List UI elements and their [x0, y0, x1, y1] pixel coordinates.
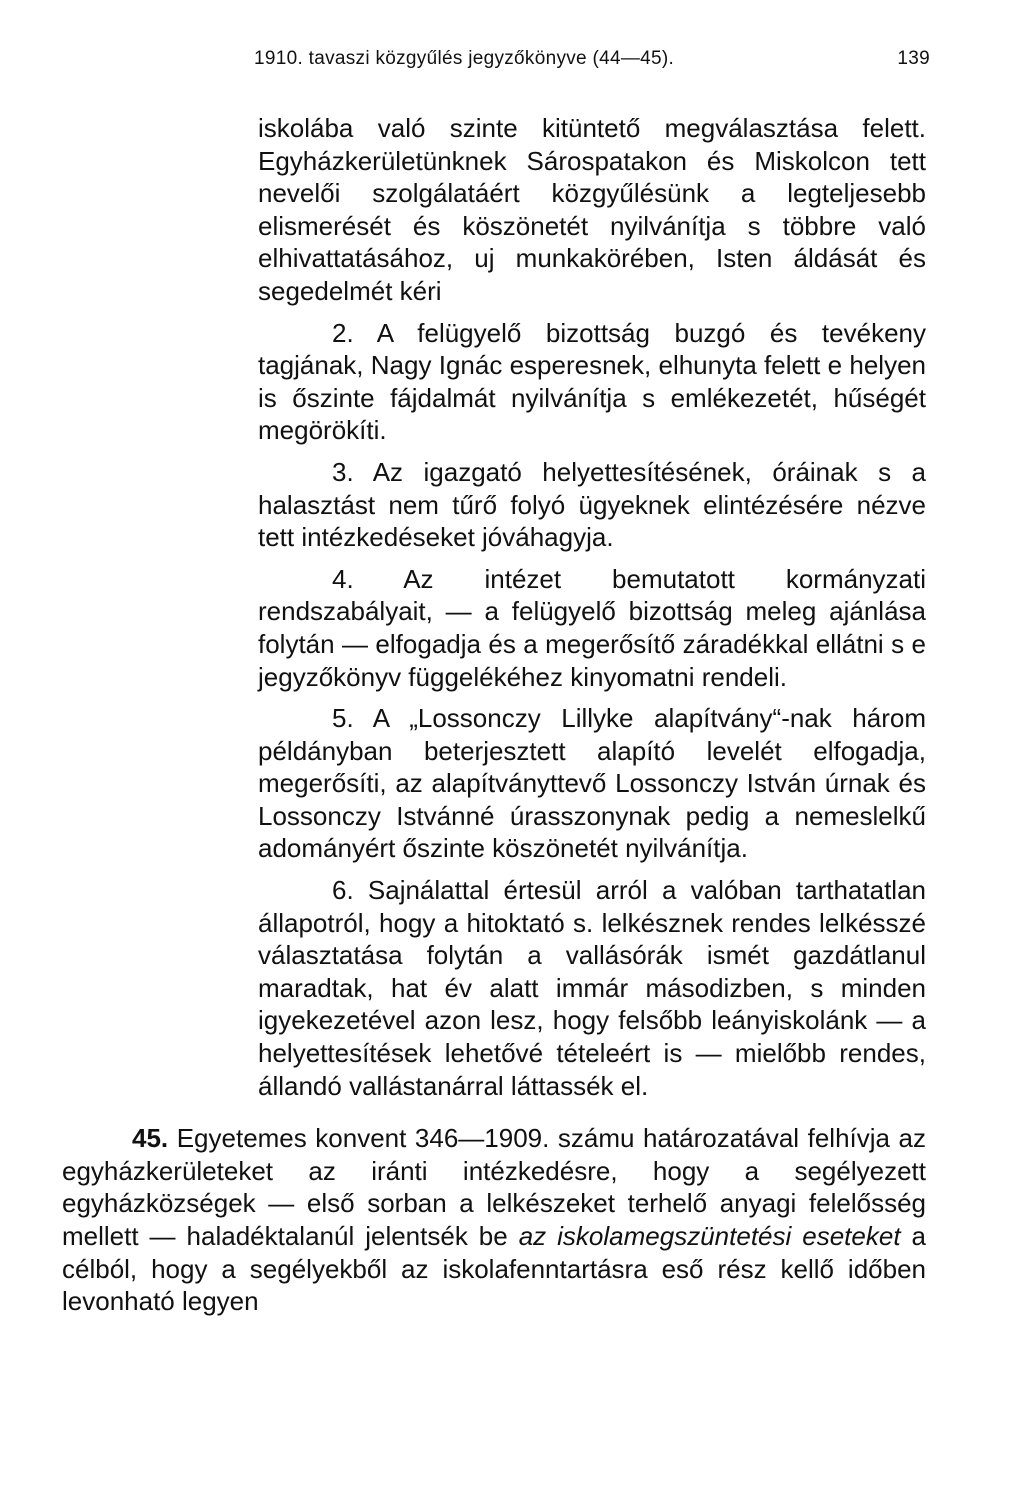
section-45-paragraph	[62, 1122, 926, 1318]
section-45-italic-phrase: az iskolamegszüntetési eseteket	[518, 1221, 901, 1251]
document-body	[0, 112, 1024, 1344]
paragraph-item-4: 4. Az intézet bemutatott kormányzati rendszabályait, — a felügyelő bizottság meleg ajánlása folytán — elfogadja és a megerősítő záradékkal ellátni s e jegyzőkönyv függelékéhez kinyomatni rendeli.	[258, 563, 926, 692]
header-title: 1910. tavaszi közgyűlés jegyzőkönyve (44—45).	[254, 48, 675, 69]
page-number: 139	[897, 48, 930, 69]
paragraph-continuation: iskolába való szinte kitüntető megválasztása felett. Egyházkerületünknek Sárospatakon és Miskolcon tett nevelői szolgálatáért közgyűlésünk a legteljesebb elismerését és köszönetét nyilvánítja s többre való elhivattatásához, uj munkakörében, Isten áldását és segedelmét kéri	[258, 113, 926, 306]
paragraph-item-6: 6. Sajnálattal értesül arról a valóban tarthatatlan állapotról, hogy a hitoktató s. lelkésznek rendes lelkésszé választatása folytán a vallásórák ismét gazdátlanul maradtak, hat év alatt immár másodizben, s minden igyekezetével azon lesz, hogy felsőbb leányiskolánk — a helyettesítések lehetővé tételeért is — mielőbb rendes, állandó vallástanárral láttassék el.	[258, 875, 926, 1101]
section-45-number: 45.	[132, 1123, 169, 1154]
resolution-column	[258, 112, 926, 1102]
section-45-text-after: a célból, hogy a segélyekből az iskolafenntartásra eső rész kellő időben levonható legyen	[62, 1221, 926, 1317]
section-45-text-before: Egyetemes konvent 346—1909. számu határozatával felhívja az egyházkerületeket az iránti intézkedésre, hogy a segélyezett egyházközségek — első sorban a lelkészeket terhelő anyagi felelősség mellett — haladéktalanúl jelentsék be	[62, 1123, 926, 1251]
paragraph-item-3: 3. Az igazgató helyettesítésének, óráinak s a halasztást nem tűrő folyó ügyeknek elintézésére nézve tett intézkedéseket jóváhagyja.	[258, 456, 926, 553]
paragraph-item-2: 2. A felügyelő bizottság buzgó és tevékeny tagjának, Nagy Ignác esperesnek, elhunyta felett e helyen is őszinte fájdalmát nyilvánítja s emlékezetét, hűségét megörökíti.	[258, 317, 926, 446]
paragraph-item-5: 5. A „Lossonczy Lillyke alapítvány“-nak három példányban beterjesztett alapító levelét elfogadja, megerősíti, az alapítványttevő Lossonczy István úrnak és Lossonczy Istvánné úrasszonynak pedig a nemeslelkű adományért őszinte köszönetét nyilvánítja.	[258, 703, 926, 864]
running-header	[254, 48, 930, 78]
